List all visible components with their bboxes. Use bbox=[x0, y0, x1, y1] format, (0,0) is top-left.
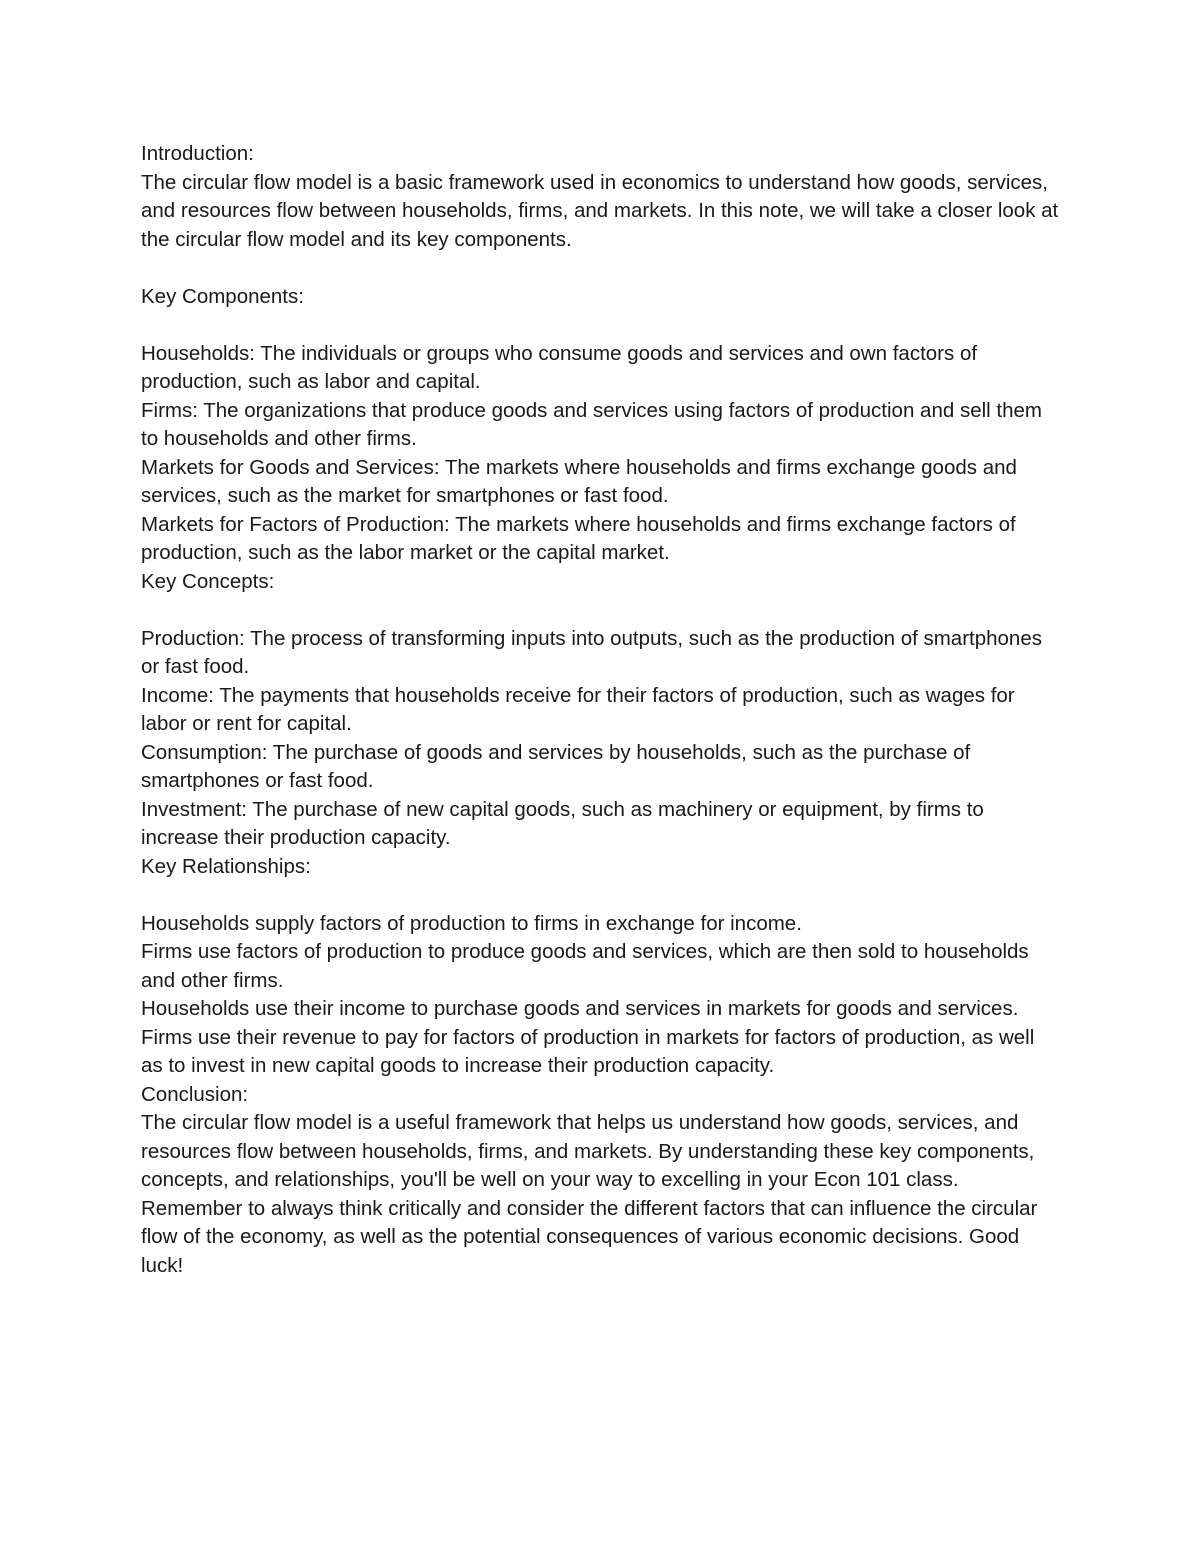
intro-paragraph: The circular flow model is a basic framework used in economics to understand how goods, services, and resources flow between households, firms, and markets. In this note, we will take a closer look at the circular flow model and its key components. bbox=[141, 170, 1064, 251]
spacer bbox=[141, 311, 1061, 340]
concept-income: Income: The payments that households receive for their factors of production, such as wages for labor or rent for capital. bbox=[141, 683, 1021, 735]
spacer bbox=[141, 254, 1061, 283]
concept-consumption: Consumption: The purchase of goods and services by households, such as the purchase of smartphones or fast food. bbox=[141, 740, 976, 792]
components-heading: Key Components: bbox=[141, 284, 304, 308]
component-households: Households: The individuals or groups who consume goods and services and own factors of production, such as labor and capital. bbox=[141, 341, 983, 393]
document-body bbox=[141, 140, 1064, 1280]
spacer bbox=[141, 881, 1061, 910]
conclusion-heading: Conclusion: bbox=[141, 1082, 249, 1106]
concept-production: Production: The process of transforming inputs into outputs, such as the production of smartphones or fast food. bbox=[141, 626, 1048, 678]
concepts-heading: Key Concepts: bbox=[141, 569, 275, 593]
component-goods-markets: Markets for Goods and Services: The markets where households and firms exchange goods and services, such as the market for smartphones or fast food. bbox=[141, 455, 1023, 507]
relationship-item: Firms use their revenue to pay for factors of production in markets for factors of production, as well as to invest in new capital goods to increase their production capacity. bbox=[141, 1025, 1040, 1077]
component-factor-markets: Markets for Factors of Production: The markets where households and firms exchange factors of production, such as the labor market or the capital market. bbox=[141, 512, 1022, 564]
component-firms: Firms: The organizations that produce goods and services using factors of production and sell them to households and other firms. bbox=[141, 398, 1048, 450]
relationship-item: Households supply factors of production to firms in exchange for income. bbox=[141, 911, 802, 935]
intro-heading: Introduction: bbox=[141, 142, 254, 165]
relationship-item: Households use their income to purchase goods and services in markets for goods and services. bbox=[141, 997, 1019, 1020]
relationship-item: Firms use factors of production to produce goods and services, which are then sold to households and other firms. bbox=[141, 940, 1035, 992]
relationships-heading: Key Relationships: bbox=[141, 854, 311, 878]
concept-investment: Investment: The purchase of new capital goods, such as machinery or equipment, by firms to increase their production capacity. bbox=[141, 797, 990, 849]
spacer bbox=[141, 596, 1061, 625]
conclusion-paragraph: The circular flow model is a useful framework that helps us understand how goods, services, and resources flow between households, firms, and markets. By understanding these key components, concepts, and relationships, you'll be well on your way to excelling in your Econ 101 class. Remember to always think critically and consider the different factors that can influence the circular flow of the economy, as well as the potential consequences of various economic decisions. Good luck! bbox=[141, 1111, 1044, 1277]
